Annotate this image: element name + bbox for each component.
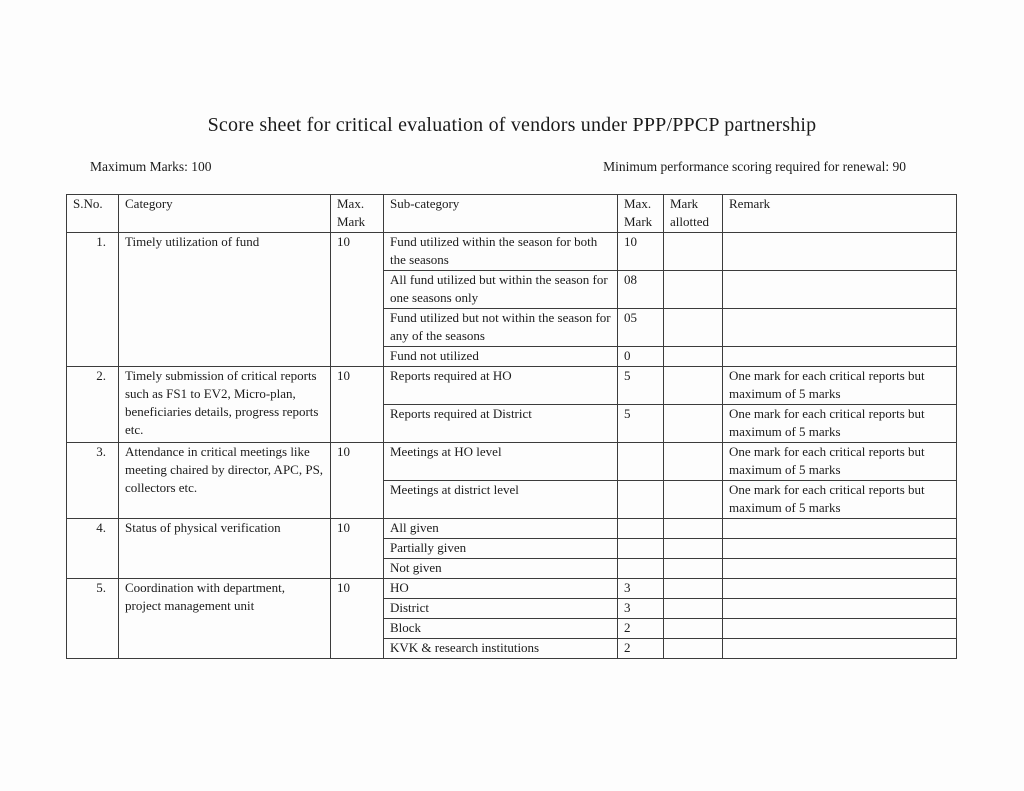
cell-remark <box>723 519 957 539</box>
cell-remark <box>723 347 957 367</box>
page-title: Score sheet for critical evaluation of vendors under PPP/PPCP partnership <box>207 114 817 136</box>
table-row <box>67 579 957 599</box>
cell-mark-allotted <box>664 271 723 309</box>
table-row <box>67 443 957 481</box>
min-score-label: Minimum performance scoring required for renewal: 90 <box>603 159 906 174</box>
cell-remark <box>723 619 957 639</box>
marks-row <box>90 158 906 175</box>
header-remark: Remark <box>723 195 957 233</box>
cell-mark-allotted <box>664 619 723 639</box>
cell-sub-max-mark: 05 <box>618 309 664 347</box>
header-max-mark-2: Max. Mark <box>618 195 664 233</box>
cell-sub-max-mark: 3 <box>618 599 664 619</box>
cell-sub-max-mark <box>618 443 664 481</box>
cell-mark-allotted <box>664 367 723 405</box>
cell-sno: 2. <box>67 367 119 443</box>
cell-sub-category: Fund not utilized <box>384 347 618 367</box>
cell-category: Attendance in critical meetings like meeting chaired by director, APC, PS, collectors etc. <box>119 443 331 519</box>
cell-sub-category: Meetings at HO level <box>384 443 618 481</box>
cell-sno: 3. <box>67 443 119 519</box>
cell-sno: 1. <box>67 233 119 367</box>
cell-mark-allotted <box>664 233 723 271</box>
cell-sub-category: All fund utilized but within the season for one seasons only <box>384 271 618 309</box>
cell-remark: One mark for each critical reports but maximum of 5 marks <box>723 405 957 443</box>
cell-mark-allotted <box>664 539 723 559</box>
cell-sub-category: Reports required at District <box>384 405 618 443</box>
cell-mark-allotted <box>664 639 723 659</box>
table-row <box>67 233 957 271</box>
cell-remark <box>723 579 957 599</box>
cell-sub-max-mark: 5 <box>618 367 664 405</box>
cell-remark <box>723 639 957 659</box>
cell-mark-allotted <box>664 579 723 599</box>
cell-category: Timely submission of critical reports such as FS1 to EV2, Micro-plan, beneficiaries details, progress reports etc. <box>119 367 331 443</box>
score-table <box>66 194 957 659</box>
cell-mark-allotted <box>664 519 723 539</box>
table-row <box>67 519 957 539</box>
cell-sub-max-mark: 2 <box>618 639 664 659</box>
cell-sub-max-mark: 5 <box>618 405 664 443</box>
max-marks-label: Maximum Marks: 100 <box>90 159 212 174</box>
cell-sub-category: Reports required at HO <box>384 367 618 405</box>
cell-mark-allotted <box>664 347 723 367</box>
cell-category: Timely utilization of fund <box>119 233 331 367</box>
header-sub-category: Sub-category <box>384 195 618 233</box>
cell-sno: 5. <box>67 579 119 659</box>
cell-sub-category: District <box>384 599 618 619</box>
cell-sub-category: Meetings at district level <box>384 481 618 519</box>
cell-max-mark: 10 <box>331 233 384 367</box>
cell-sub-max-mark: 2 <box>618 619 664 639</box>
cell-sub-category: Partially given <box>384 539 618 559</box>
header-mark-allotted: Mark allotted <box>664 195 723 233</box>
cell-sub-category: Not given <box>384 559 618 579</box>
cell-sub-max-mark: 0 <box>618 347 664 367</box>
cell-remark: One mark for each critical reports but maximum of 5 marks <box>723 367 957 405</box>
cell-mark-allotted <box>664 443 723 481</box>
cell-remark <box>723 539 957 559</box>
cell-category: Status of physical verification <box>119 519 331 579</box>
header-row <box>67 195 957 233</box>
cell-remark: One mark for each critical reports but maximum of 5 marks <box>723 481 957 519</box>
cell-mark-allotted <box>664 405 723 443</box>
cell-sub-category: Fund utilized but not within the season for any of the seasons <box>384 309 618 347</box>
cell-sub-max-mark <box>618 481 664 519</box>
cell-remark <box>723 233 957 271</box>
cell-max-mark: 10 <box>331 443 384 519</box>
cell-sub-max-mark <box>618 539 664 559</box>
header-category: Category <box>119 195 331 233</box>
cell-sub-max-mark <box>618 559 664 579</box>
cell-remark <box>723 271 957 309</box>
cell-mark-allotted <box>664 559 723 579</box>
cell-sub-max-mark: 10 <box>618 233 664 271</box>
cell-sub-max-mark <box>618 519 664 539</box>
header-max-mark-1: Max. Mark <box>331 195 384 233</box>
cell-remark: One mark for each critical reports but maximum of 5 marks <box>723 443 957 481</box>
table-row <box>67 367 957 405</box>
cell-max-mark: 10 <box>331 367 384 443</box>
cell-sub-category: Fund utilized within the season for both the seasons <box>384 233 618 271</box>
cell-sno: 4. <box>67 519 119 579</box>
cell-sub-category: Block <box>384 619 618 639</box>
cell-sub-max-mark: 08 <box>618 271 664 309</box>
cell-max-mark: 10 <box>331 579 384 659</box>
cell-mark-allotted <box>664 309 723 347</box>
cell-mark-allotted <box>664 599 723 619</box>
cell-sub-category: HO <box>384 579 618 599</box>
cell-sub-max-mark: 3 <box>618 579 664 599</box>
cell-remark <box>723 599 957 619</box>
cell-remark <box>723 309 957 347</box>
header-sno: S.No. <box>67 195 119 233</box>
cell-sub-category: All given <box>384 519 618 539</box>
cell-category: Coordination with department, project management unit <box>119 579 331 659</box>
cell-mark-allotted <box>664 481 723 519</box>
cell-max-mark: 10 <box>331 519 384 579</box>
cell-sub-category: KVK & research institutions <box>384 639 618 659</box>
cell-remark <box>723 559 957 579</box>
